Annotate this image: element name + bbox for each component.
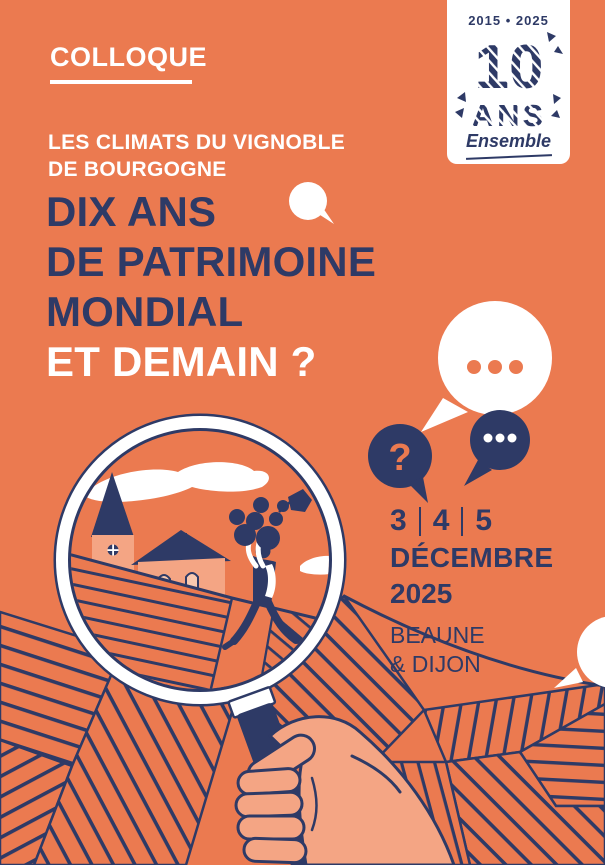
subtitle-line-2: DE BOURGOGNE xyxy=(48,158,227,181)
eyebrow-label: COLLOQUE xyxy=(50,42,207,72)
subtitle-line-1: LES CLIMATS DU VIGNOBLE xyxy=(48,131,346,154)
question-mark: ? xyxy=(388,437,412,479)
fingers xyxy=(236,768,307,863)
title-line-3: MONDIAL xyxy=(46,288,244,335)
event-month: DÉCEMBRE xyxy=(390,542,554,573)
eyebrow-block xyxy=(50,44,207,84)
badge-tagline-underline xyxy=(465,154,551,160)
eyebrow-underline xyxy=(50,80,192,84)
date-separator xyxy=(419,507,421,536)
badge-years: 2015 • 2025 xyxy=(468,13,549,28)
event-location-line-1: BEAUNE xyxy=(390,622,485,648)
title-line-1: DIX ANS xyxy=(46,188,217,235)
event-day-3: 5 xyxy=(475,504,493,537)
anniversary-badge xyxy=(447,0,570,164)
badge-number: 10 xyxy=(474,33,543,102)
event-day-2: 4 xyxy=(432,504,450,537)
title-line-4: ET DEMAIN ? xyxy=(46,338,317,385)
main-title xyxy=(46,187,376,387)
event-year: 2025 xyxy=(390,578,453,609)
event-location-line-2: & DIJON xyxy=(390,651,481,677)
event-day-1: 3 xyxy=(390,504,407,537)
title-line-2: DE PATRIMOINE xyxy=(46,238,377,285)
date-separator xyxy=(461,507,463,536)
badge-label: ANS xyxy=(471,98,546,133)
subtitle xyxy=(48,129,345,183)
badge-logo xyxy=(453,30,565,134)
ellipsis-dots-white xyxy=(484,434,517,443)
event-days xyxy=(390,505,553,537)
ellipsis-dots-orange xyxy=(467,360,523,374)
event-location xyxy=(390,621,553,679)
badge-tagline: Ensemble xyxy=(465,131,552,151)
event-dates-block xyxy=(390,505,553,679)
